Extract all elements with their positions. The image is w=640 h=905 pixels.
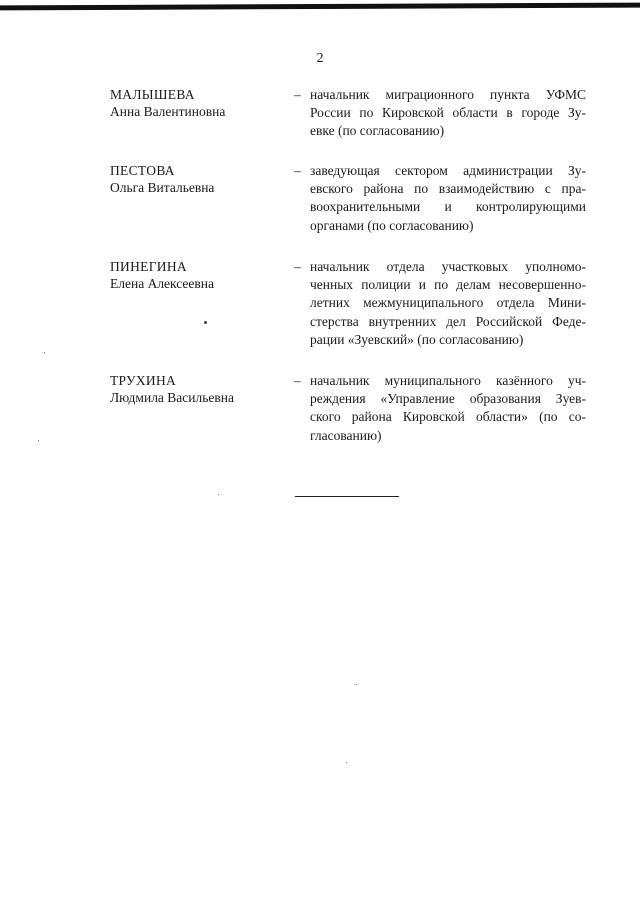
dash-separator: – <box>294 373 301 388</box>
position-line: России по Кировской области в городе Зу- <box>310 105 586 121</box>
closing-separator-line <box>295 496 399 497</box>
member-given-names: Людмила Васильевна <box>110 390 234 405</box>
scan-speck <box>38 440 39 441</box>
member-name <box>110 162 285 196</box>
position-line: летних межмуниципального отдела Мини- <box>310 295 586 311</box>
member-position <box>310 162 586 235</box>
scan-speck <box>346 762 347 763</box>
position-line: рации «Зуевский» (по согласованию) <box>310 331 524 347</box>
member-name <box>110 258 285 292</box>
position-line: заведующая сектором администрации Зу- <box>310 163 586 178</box>
scan-speck <box>356 684 357 685</box>
member-position <box>310 372 586 445</box>
member-surname: ПЕСТОВА <box>110 163 175 178</box>
member-name <box>110 372 285 406</box>
dash-separator: – <box>294 163 301 178</box>
position-line: стерства внутренних дел Российской Феде- <box>310 313 586 329</box>
member-surname: ПИНЕГИНА <box>110 259 187 274</box>
position-line: органами (по согласованию) <box>310 217 474 233</box>
scan-speck <box>204 321 207 324</box>
member-surname: ТРУХИНА <box>110 373 177 388</box>
member-position <box>310 258 586 349</box>
member-surname: МАЛЫШЕВА <box>110 87 195 102</box>
member-name <box>110 86 285 120</box>
dash-separator: – <box>294 259 301 274</box>
top-border-line <box>0 3 640 11</box>
position-line: гласованию) <box>310 427 382 443</box>
dash-separator: – <box>294 87 301 102</box>
member-given-names: Елена Алексеевна <box>110 276 214 291</box>
page-number: 2 <box>316 51 324 66</box>
scan-speck <box>218 494 219 495</box>
position-line: начальник миграционного пункта УФМС <box>310 87 586 102</box>
member-position <box>310 86 586 141</box>
scan-speck <box>44 352 45 353</box>
position-line: реждения «Управление образования Зуев- <box>310 391 586 407</box>
position-line: начальник отдела участковых уполномо- <box>310 259 586 274</box>
position-line: евке (по согласованию) <box>310 123 445 139</box>
member-given-names: Ольга Витальевна <box>110 180 215 195</box>
position-line: воохранительными и контролирующими <box>310 199 586 215</box>
position-line: евского района по взаимодействию с пра- <box>310 181 586 197</box>
position-line: ского района Кировской области» (по со- <box>310 409 586 425</box>
position-line: ченных полиции и по делам несовершенно- <box>310 277 586 293</box>
position-line: начальник муниципального казённого уч- <box>310 373 586 388</box>
member-given-names: Анна Валентиновна <box>110 104 226 119</box>
